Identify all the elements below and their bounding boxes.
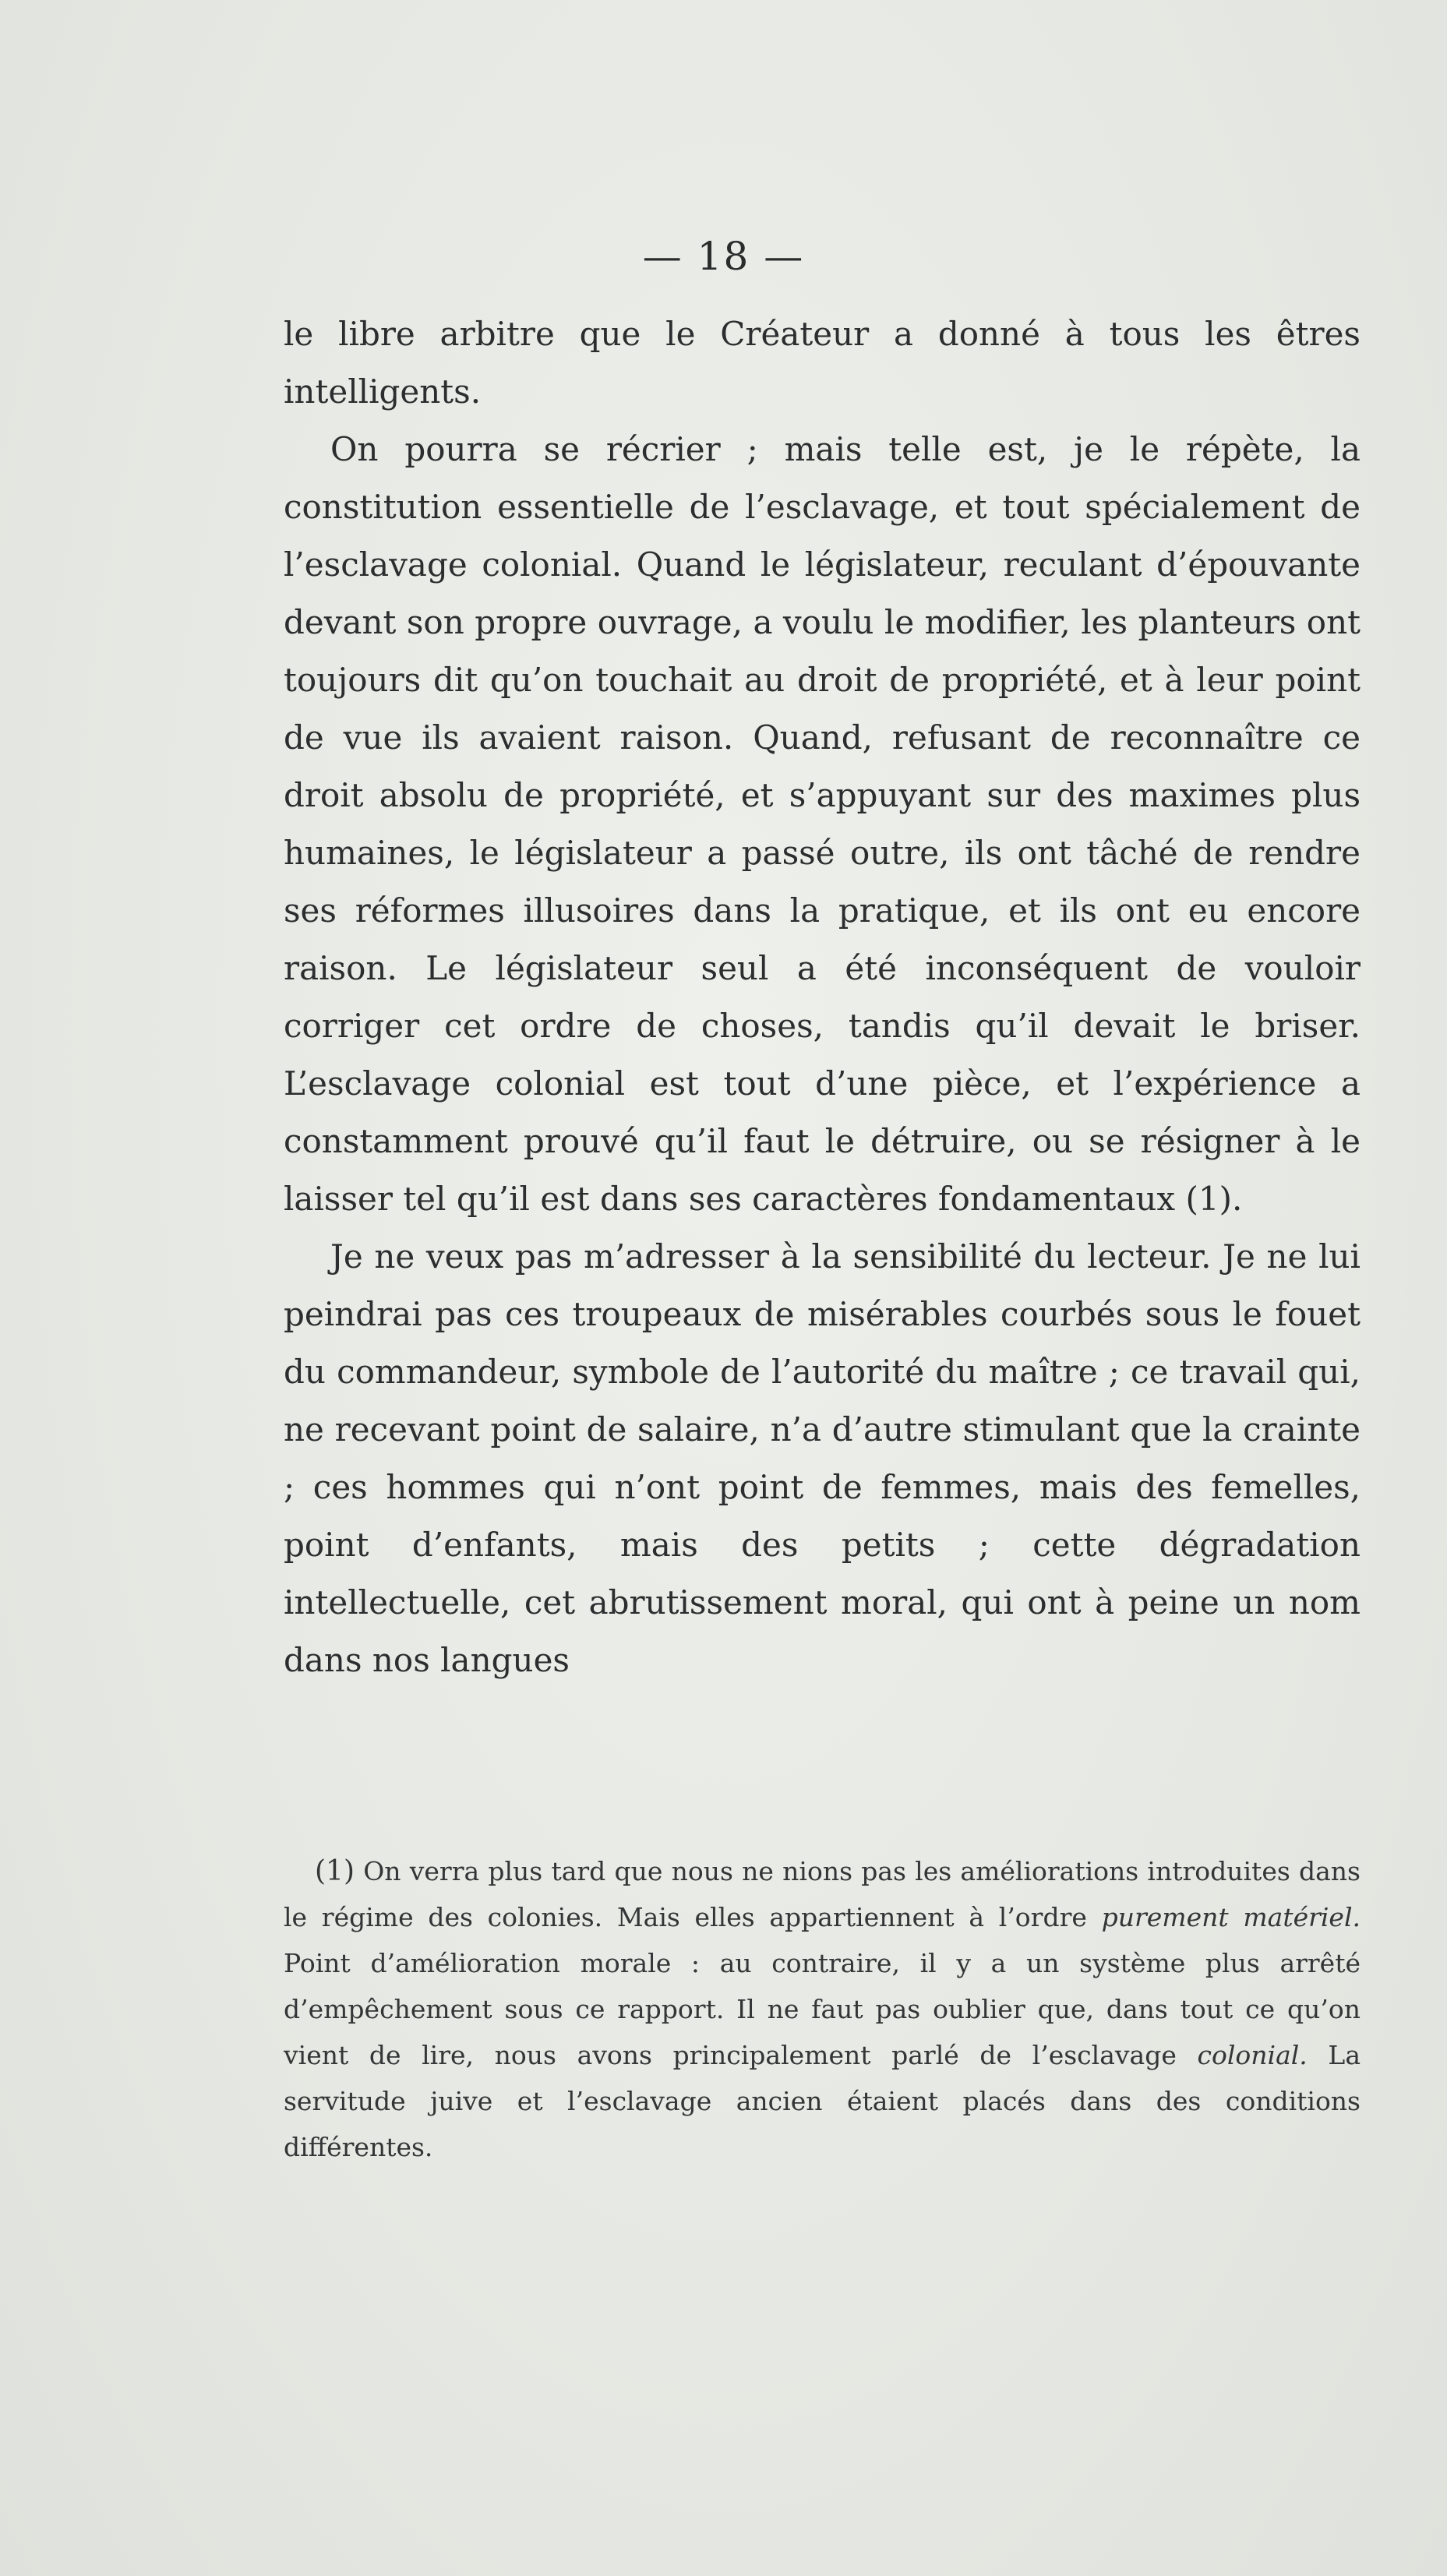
footnote-text-c: La servitude juive et l’esclavage ancien étaient placés dans des conditions différentes. — [284, 2040, 1361, 2162]
footnote-marker: (1) — [315, 1855, 355, 1887]
page-number: — 18 — — [642, 234, 805, 279]
footnote-text-a: On verra plus tard que nous ne nions pas les améliorations introduites dans le régime des colonies. Mais elles appartiennent à l’ordre — [284, 1856, 1361, 1932]
paragraph-3: Je ne veux pas m’adresser à la sensibilité du lecteur. Je ne lui peindrai pas ces troupeaux de misérables courbés sous le fouet du commandeur, symbole de l’autorité du maître ; ce travail qui, ne recevant point de salaire, n’a d’autre stimulant que la crainte ; ces hommes qui n’ont point de femmes, mais des femelles, point d’enfants, mais des petits ; cette dégradation intellectuelle, cet abrutissement moral, qui ont à peine un nom dans nos langues — [284, 1237, 1361, 1679]
footnote-1 — [284, 1848, 1361, 2170]
footnote-emphasis-a: purement matériel. — [1101, 1902, 1361, 1932]
footnote-emphasis-b: colonial. — [1197, 2040, 1308, 2070]
paragraph-2: On pourra se récrier ; mais telle est, je le répète, la constitution essentielle de l’esclavage, et tout spécialement de l’esclavage colonial. Quand le législateur, reculant d’épouvante devant son propre ouvrage, a voulu le modifier, les planteurs ont toujours dit qu’on touchait au droit de propriété, et à leur point de vue ils avaient raison. Quand, refusant de reconnaître ce droit absolu de propriété, et s’appuyant sur des maximes plus humaines, le législateur a passé outre, ils ont tâché de rendre ses réformes illusoires dans la pratique, et ils ont eu encore raison. Le législateur seul a été inconséquent de vouloir corriger cet ordre de choses, tandis qu’il devait le briser. L’esclavage colonial est tout d’une pièce, et l’expérience a constamment prouvé qu’il faut le détruire, ou se résigner à le laisser tel qu’il est dans ses caractères fondamentaux (1). — [284, 430, 1361, 1218]
paragraph-1: le libre arbitre que le Créateur a donné à tous les êtres intelligents. — [284, 315, 1361, 411]
main-text — [284, 305, 1361, 1689]
footnote-text-b: Point d’amélioration morale : au contraire, il y a un système plus arrêté d’empêchement sous ce rapport. Il ne faut pas oublier que, dans tout ce qu’on vient de lire, nous avons principalement parlé de l’esclavage — [284, 1948, 1361, 2070]
footnote — [284, 1848, 1361, 2170]
